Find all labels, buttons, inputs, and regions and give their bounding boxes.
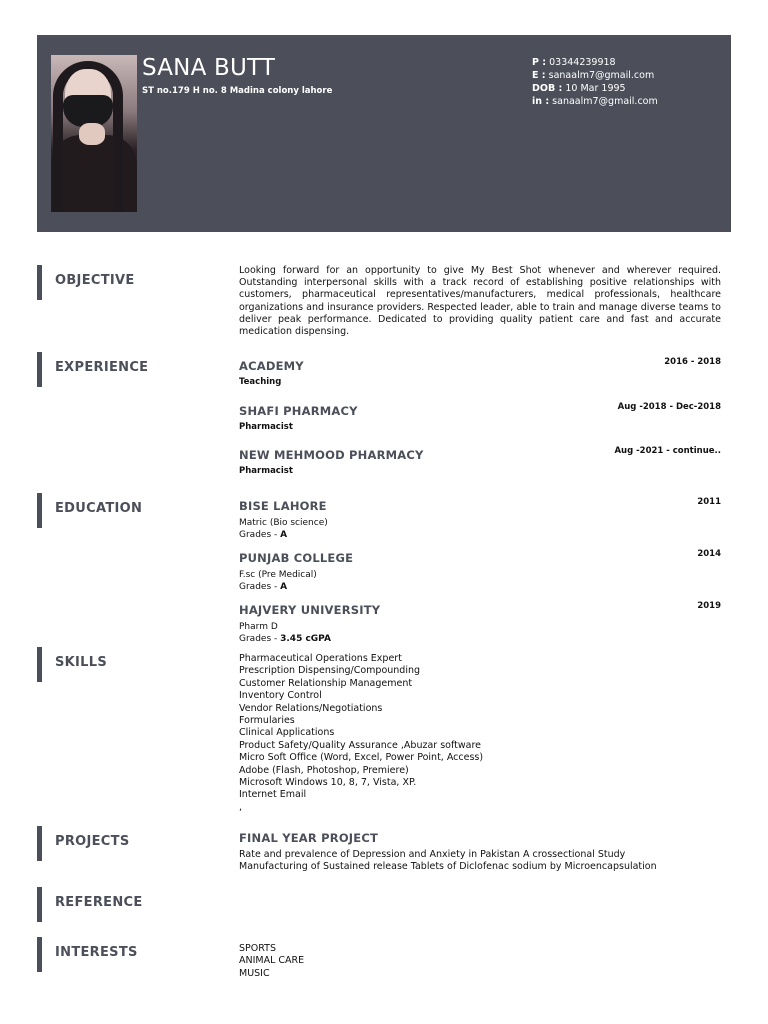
interests-list [239,943,721,980]
entry-title: ACADEMY [239,359,304,373]
entry-role: Pharmacist [239,466,293,476]
entry-title: SHAFI PHARMACY [239,404,358,418]
contact-block [532,56,658,108]
list-item: Clinical Applications [239,727,335,739]
section-marker [37,265,42,300]
education-entry [239,499,721,541]
list-item: Inventory Control [239,690,322,702]
entry-date: 2016 - 2018 [664,357,721,367]
list-item: Formularies [239,715,295,727]
contact-email: E : sanaalm7@gmail.com [532,70,655,81]
section-marker [37,493,42,528]
section-marker [37,647,42,682]
list-item: Product Safety/Quality Assurance ,Abuzar software [239,739,481,751]
profile-photo [51,55,137,212]
section-marker [37,826,42,861]
list-item: Micro Soft Office (Word, Excel, Power Point, Access) [239,752,484,764]
project-line: Manufacturing of Sustained release Tablets of Diclofenac sodium by Microencapsulation [239,861,657,872]
entry-role: Teaching [239,377,282,387]
list-item: Prescription Dispensing/Compounding [239,665,421,677]
section-marker [37,887,42,922]
contact-dob: DOB : 10 Mar 1995 [532,83,626,94]
section-title: EDUCATION [55,501,143,516]
entry-degree: Pharm D [239,622,278,632]
section-title: EXPERIENCE [55,360,149,375]
list-item: , [239,801,243,813]
section-title: SKILLS [55,655,108,670]
contact-linkedin: in : sanaalm7@gmail.com [532,96,658,107]
experience-entry [239,404,721,432]
list-item: ANIMAL CARE [239,955,305,967]
section-title: PROJECTS [55,834,130,849]
list-item: MUSIC [239,967,270,979]
experience-entry [239,359,721,387]
list-item: Adobe (Flash, Photoshop, Premiere) [239,764,409,776]
resume-header [37,35,731,232]
candidate-name: SANA BUTT [142,55,276,81]
list-item: Pharmaceutical Operations Expert [239,653,402,664]
education-entry [239,551,721,593]
objective-text: Looking forward for an opportunity to give My Best Shot whenever and wherever required. Outstanding interpersonal skills with a track record of establishing positive relationships with customers, pharmaceutical representatives/manufacturers, medical professionals, healthcare organizations and insurance providers. Respected leader, able to train and manage diverse teams to deliver peak performance. Dedicated to providing quality patient care and fast and accurate medication dispensing. [239,265,721,338]
entry-degree: F.sc (Pre Medical) [239,570,317,580]
section-title: OBJECTIVE [55,273,135,288]
entry-date: 2011 [697,497,721,507]
entry-title: FINAL YEAR PROJECT [239,831,379,845]
entry-date: 2014 [697,549,721,559]
entry-date: Aug -2021 - continue.. [614,446,721,456]
entry-date: 2019 [697,601,721,611]
entry-title: BISE LAHORE [239,499,327,513]
skills-list [239,653,721,814]
project-entry [239,831,721,873]
entry-grade: Grades - A [239,582,288,592]
section-marker [37,937,42,972]
entry-grade: Grades - 3.45 cGPA [239,634,331,644]
entry-title: NEW MEHMOOD PHARMACY [239,448,424,462]
entry-date: Aug -2018 - Dec-2018 [617,402,721,412]
candidate-address: ST no.179 H no. 8 Madina colony lahore [142,86,333,96]
entry-grade: Grades - A [239,530,288,540]
entry-title: PUNJAB COLLEGE [239,551,354,565]
experience-entry [239,448,721,476]
education-entry [239,603,721,645]
list-item: Internet Email [239,789,307,801]
list-item: Customer Relationship Management [239,677,413,689]
project-line: Rate and prevalence of Depression and Anxiety in Pakistan A crossectional Study [239,849,626,860]
section-title: INTERESTS [55,945,138,960]
list-item: Microsoft Windows 10, 8, 7, Vista, XP. [239,777,417,789]
section-title: REFERENCE [55,895,143,910]
list-item: SPORTS [239,943,276,954]
entry-title: HAJVERY UNIVERSITY [239,603,381,617]
entry-role: Pharmacist [239,422,293,432]
list-item: Vendor Relations/Negotiations [239,702,383,714]
contact-phone: P : 03344239918 [532,57,616,68]
entry-degree: Matric (Bio science) [239,518,328,528]
section-marker [37,352,42,387]
